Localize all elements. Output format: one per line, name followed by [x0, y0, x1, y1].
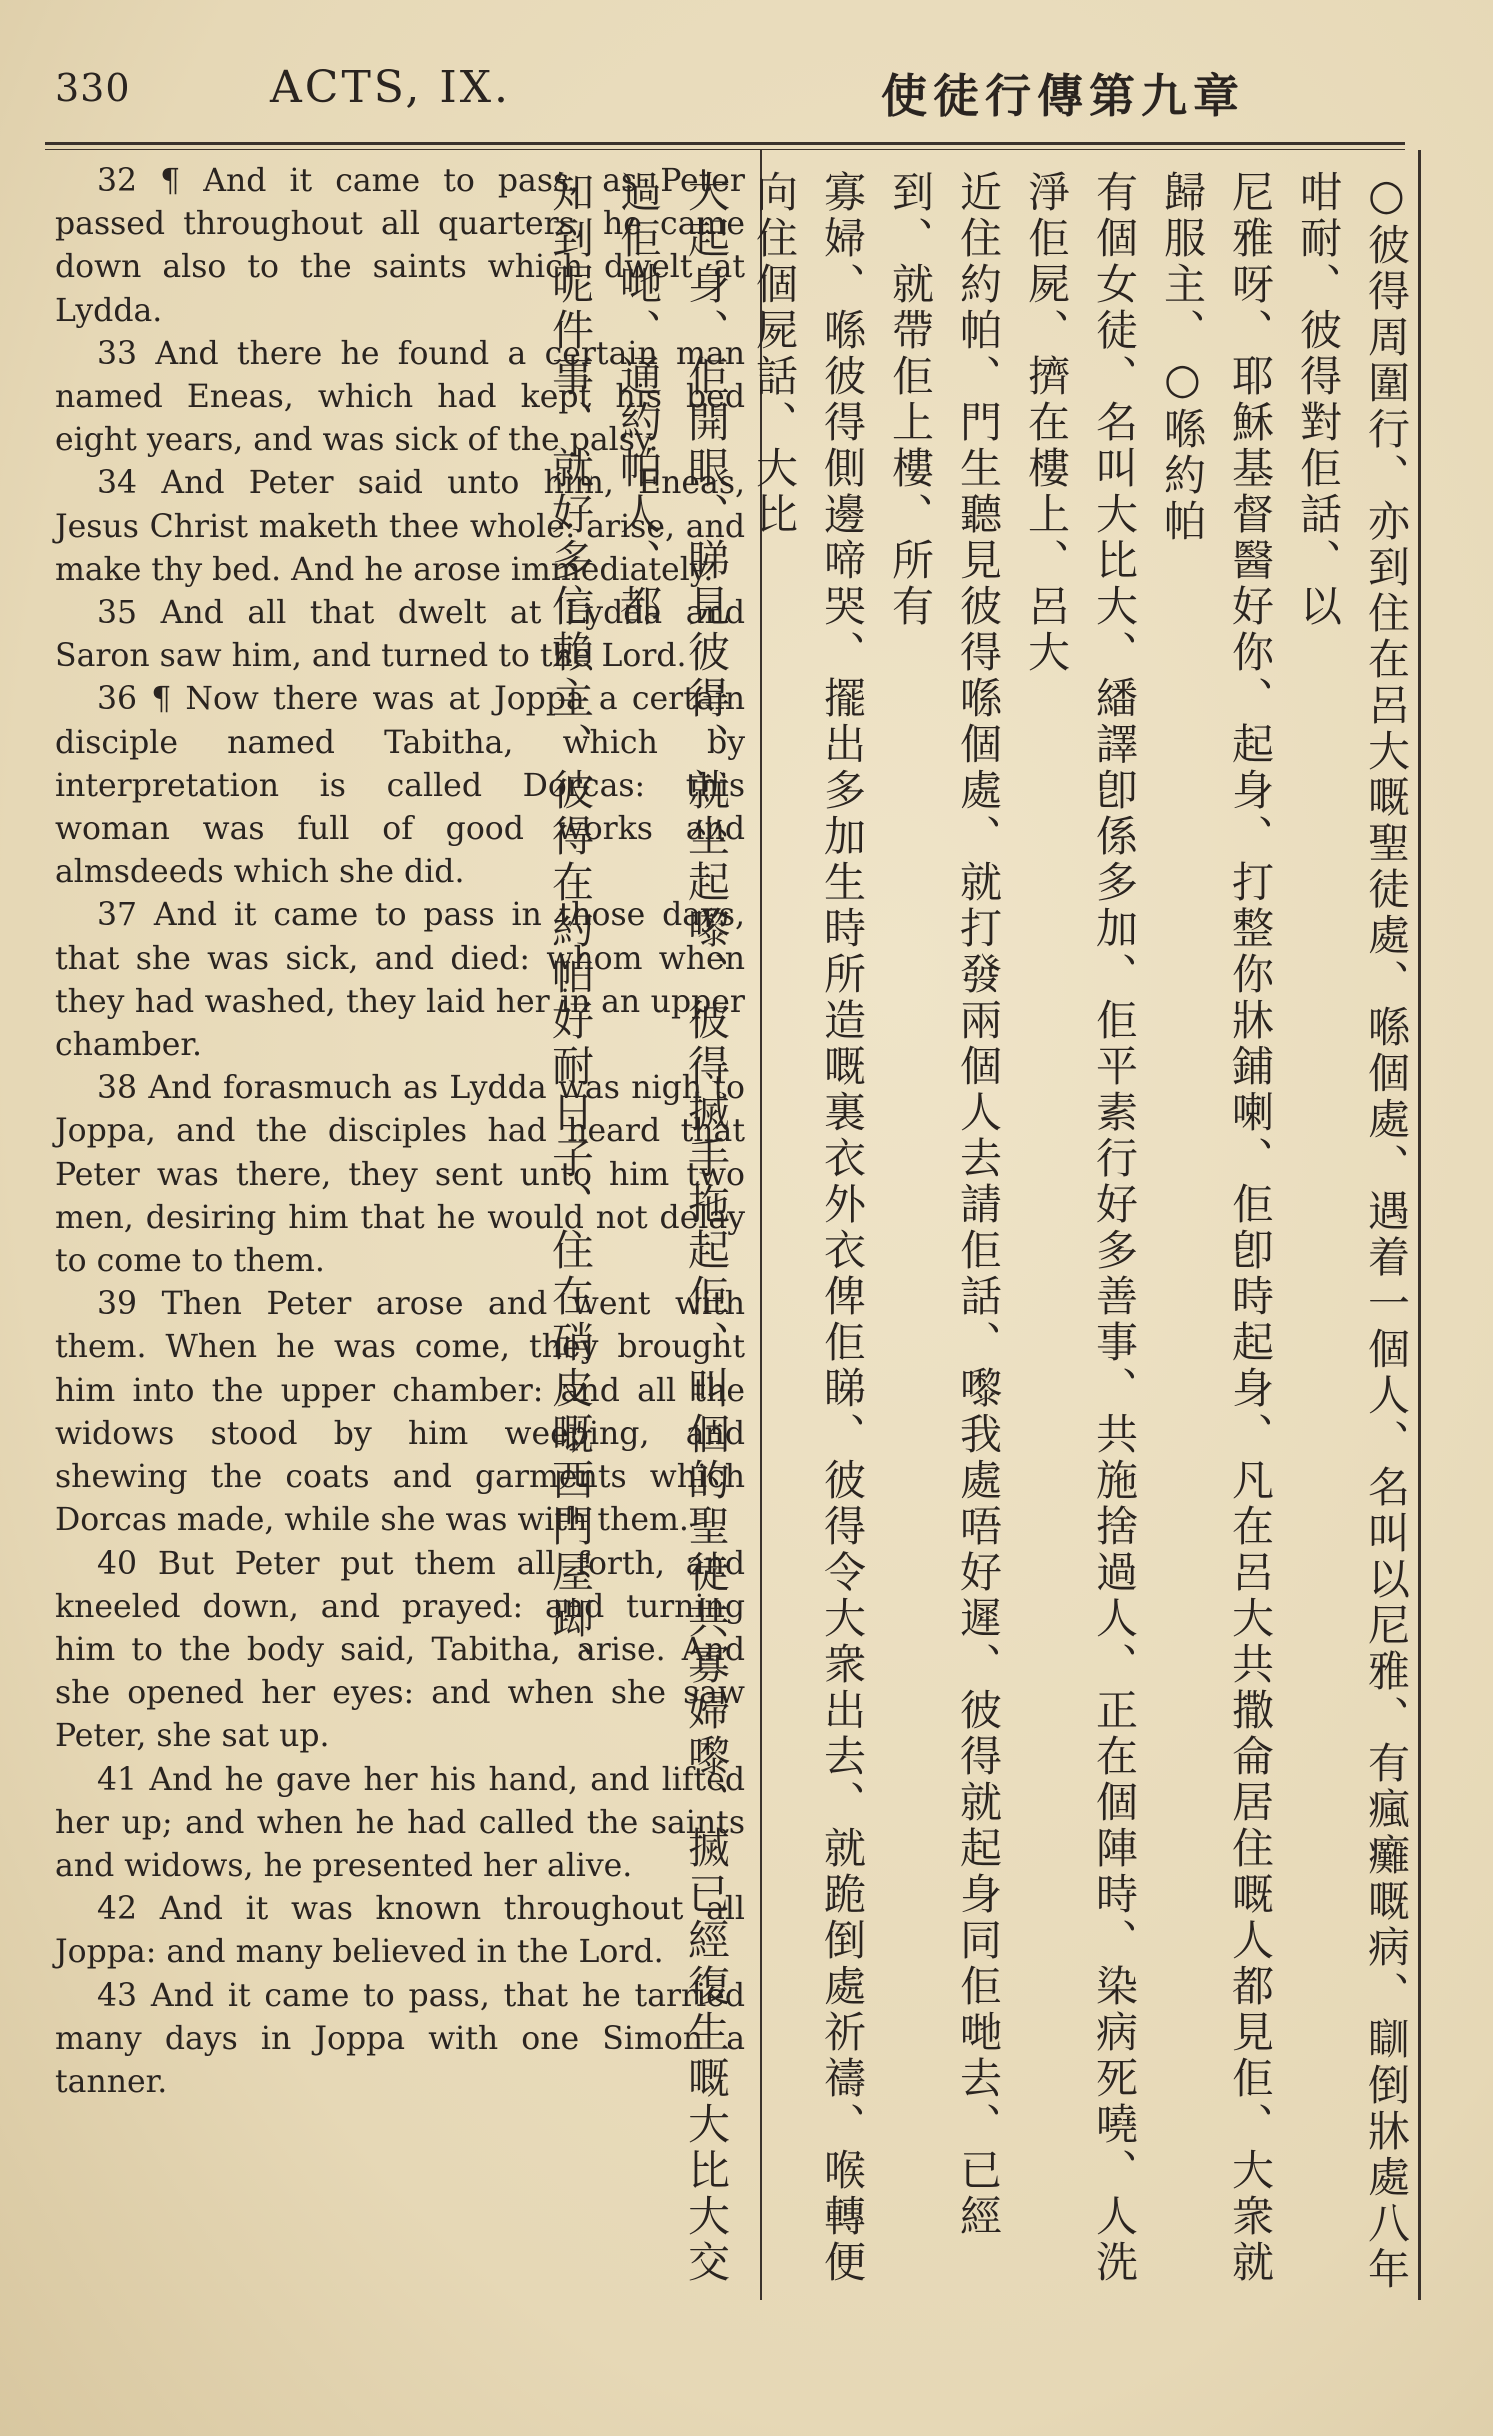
page-number: 330	[55, 66, 131, 110]
page-header	[55, 60, 1245, 130]
verse-32: 32 ¶ And it came to pass, as Peter passed throughout all quarters, he came down also to the saints which dwelt at Lydda.	[55, 163, 745, 329]
chinese-line-1: ○彼得周圍行、亦到住在呂大嘅聖徒處、喺個處、遇着一個人、名叫以尼雅、有瘋癱嘅病、瞓倒牀處八年咁耐、彼得對佢話、以	[1294, 170, 1411, 2293]
verse-38: 38 And forasmuch as Lydda was nigh to Joppa, and the disciples had heard that Peter was there, they sent unto him two men, desiring him that he would not delay to come to them.	[55, 1070, 745, 1280]
verse-36: 36 ¶ Now there was at Joppa a certain disciple named Tabitha, which by interpretation is called Dorcas: this woman was full of good works and almsdeeds which she did.	[55, 681, 745, 891]
chinese-line-7: 知到呢件事、就好多信賴主、彼得在約帕好耐日子、住在硝皮嘅西門屋踋、	[546, 170, 595, 1688]
chinese-column	[546, 170, 1420, 2300]
chinese-line-5: 寡婦、喺彼得側邊啼哭、擺出多加生時所造嘅裏衣外衣俾佢睇、彼得令大衆出去、就跪倒處祈禱、喉轉便向住個屍話、大比	[750, 170, 867, 2286]
chinese-line-2: 尼雅呀、耶穌基督醫好你、起身、打整你牀鋪喇、佢卽時起身、凡在呂大共撒侖居住嘅人都見佢、大衆就歸服主、○喺約帕	[1158, 170, 1275, 2286]
header-rule	[45, 142, 1405, 145]
verse-41: 41 And he gave her his hand, and lifted her up; and when he had called the saints and widows, he presented her alive.	[55, 1761, 745, 1884]
verse-35: 35 And all that dwelt at Lydda and Saron saw him, and turned to the Lord.	[55, 595, 745, 675]
chinese-line-6: 大起身、佢開眼、睇見彼得、就坐起嚟、彼得搣手拖起佢、叫個的聖徒共寡婦嚟、搣已經復生嘅大比大交過佢哋、通約帕人、都	[614, 170, 731, 2286]
verse-39: 39 Then Peter arose and went with them. When he was come, they brought him into the upper chamber: and all the widows stood by him weeping, and shewing the coats and garments which Dorcas made, while she was with them.	[55, 1286, 745, 1539]
verse-37: 37 And it came to pass in those days, that she was sick, and died: whom when they had washed, they laid her in an upper chamber.	[55, 897, 745, 1064]
verse-40: 40 But Peter put them all forth, and kneeled down, and prayed: and turning him to the body said, Tabitha, arise. And she opened her eyes: and when she saw Peter, she sat up.	[55, 1545, 745, 1755]
verse-42: 42 And it was known throughout all Joppa: and many believed in the Lord.	[55, 1891, 745, 1971]
chinese-line-3: 有個女徒、名叫大比大、繙譯卽係多加、佢平素行好多善事、共施捨過人、正在個陣時、染病死嘵、人洗淨佢屍、擠在樓上、呂大	[1022, 170, 1139, 2286]
chinese-line-4: 近住約帕、門生聽見彼得喺個處、就打發兩個人去請佢話、嚟我處唔好遲、彼得就起身同佢哋去、已經到、就帶佢上樓、所有	[886, 170, 1003, 2240]
verse-43: 43 And it came to pass, that he tarried many days in Joppa with one Simon a tanner.	[55, 1977, 745, 2100]
running-head: ACTS, IX.	[270, 62, 512, 113]
header-rule-thin	[45, 149, 1405, 150]
right-border	[1418, 150, 1421, 2300]
verse-33: 33 And there he found a certain man named Eneas, which had kept his bed eight years, and was sick of the palsy.	[55, 335, 745, 459]
verse-34: 34 And Peter said unto him, Eneas, Jesus Christ maketh thee whole: arise, and make thy bed. And he arose immediately.	[55, 465, 745, 588]
chinese-running-head: 使徒行傳第九章	[881, 69, 1245, 123]
